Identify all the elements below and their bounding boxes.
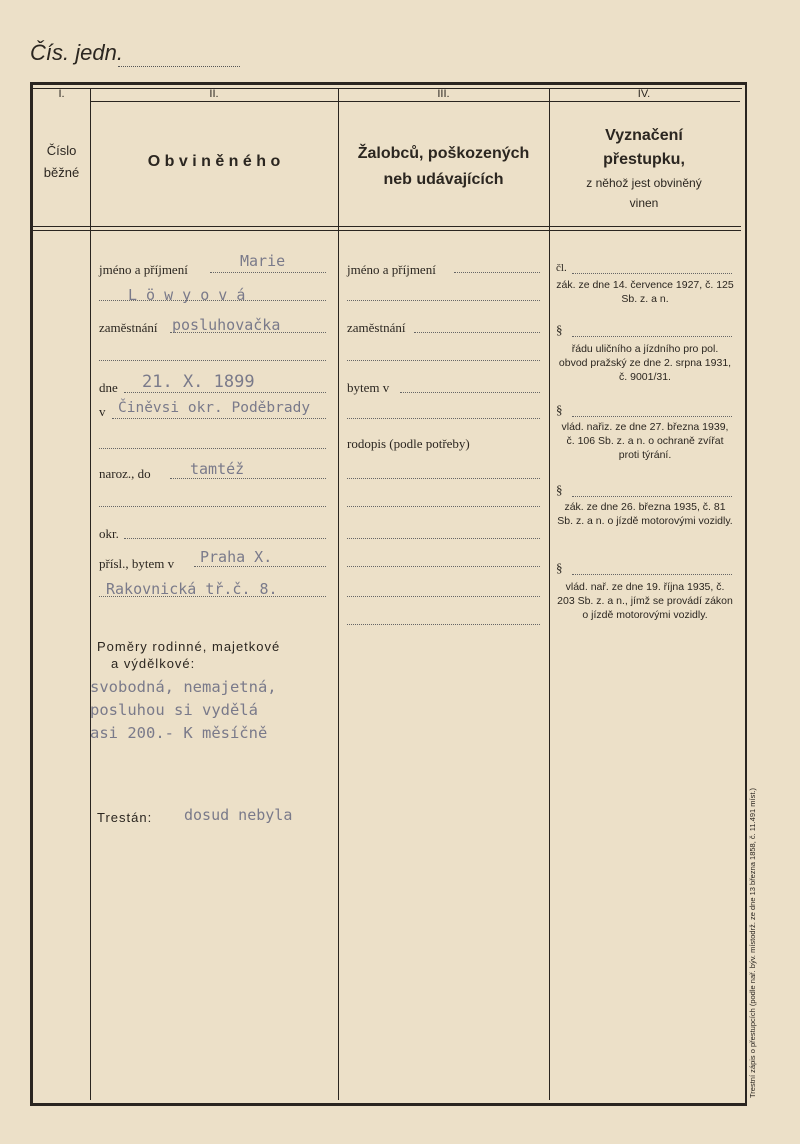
accused-blank-line-2: [99, 448, 326, 449]
accused-family-heading: [97, 638, 327, 672]
accused-birth-place: Činěvsi okr. Poděbrady: [118, 400, 311, 416]
accused-residence-city-line: [194, 566, 326, 567]
law-3-line: [572, 416, 732, 417]
complainant-occupation-line: [414, 332, 540, 333]
accused-name-line: [210, 272, 326, 273]
law-4-text: zák. ze dne 26. března 1935, č. 81 Sb. z. a n. o jízdě motorovými vozidly.: [557, 501, 733, 527]
accused-residence-city: Praha X.: [200, 548, 273, 566]
accused-district-line: [124, 538, 326, 539]
complainant-blank-line-9: [347, 624, 540, 625]
column-1-heading: [33, 140, 90, 184]
column-4-heading-line-4: vinen: [629, 196, 659, 210]
law-2-line: [572, 336, 732, 337]
accused-family-line-3: asi 200.- K měsíčně: [90, 724, 268, 742]
column-divider-1: [90, 88, 91, 1100]
accused-residence-street: Rakovnická tř.č. 8.: [106, 580, 278, 598]
accused-punished-label: Trestán:: [97, 810, 153, 825]
complainant-blank-line-7: [347, 566, 540, 567]
law-5-line: [572, 574, 732, 575]
law-1-text: zák. ze dne 14. července 1927, č. 125 Sb. z. a n.: [556, 279, 734, 305]
accused-first-name: Marie: [240, 252, 286, 270]
column-3-heading-line-2: neb udávajících: [383, 171, 504, 188]
complainant-record-label: rodopis (podle potřeby): [347, 436, 470, 451]
law-2-text: řádu uličního a jízdního pro pol. obvod pražský ze dne 2. srpna 1931, č. 9001/31.: [558, 343, 732, 383]
accused-residence-label: přísl., bytem v: [99, 556, 175, 571]
complainant-blank-line-5: [347, 506, 540, 507]
law-5-sign: §: [556, 560, 563, 575]
complainant-residence-line: [400, 392, 540, 393]
column-3-heading: [338, 141, 549, 193]
accused-born-line: [170, 478, 326, 479]
accused-birth-date: 21. X. 1899: [142, 372, 255, 392]
column-1-heading-line-1: Číslo: [46, 143, 77, 158]
complainant-name-label: jméno a příjmení: [347, 262, 436, 277]
law-3-sign: §: [556, 402, 563, 417]
law-1-line: [572, 273, 732, 274]
accused-family-line-1: svobodná, nemajetná,: [90, 678, 277, 696]
column-3-heading-line-1: Žalobců, poškozených: [357, 145, 530, 162]
law-5-text: vlád. nař. ze dne 19. října 1935, č. 203 Sb. z. a n., jímž se provádí zákon o jízdě motorovými vozidly.: [557, 581, 733, 621]
accused-family-line-2: posluhou si vydělá: [90, 701, 258, 719]
complainant-blank-line-3: [347, 418, 540, 419]
reference-number-line: [118, 66, 240, 67]
accused-blank-line-3: [99, 506, 326, 507]
accused-name-label: jméno a příjmení: [99, 262, 188, 277]
column-4-heading-line-3: z něhož jest obviněný: [586, 176, 702, 190]
column-1-number: I.: [58, 88, 65, 100]
law-3-text: vlád. nařiz. ze dne 27. března 1939, č. 106 Sb. z. a n. o ochraně zvířat proti týrání.: [561, 421, 729, 461]
accused-birth-place-label: v: [99, 404, 106, 419]
column-divider-3: [549, 88, 550, 1100]
column-3-number: III.: [437, 88, 450, 100]
accused-district-label: okr.: [99, 526, 119, 541]
accused-occupation-line: [170, 332, 326, 333]
complainant-blank-line-4: [347, 478, 540, 479]
law-4-line: [572, 496, 732, 497]
accused-occupation-label: zaměstnání: [99, 320, 158, 335]
column-1-heading-line-2: běžné: [43, 165, 80, 180]
complainant-blank-line-1: [347, 300, 540, 301]
accused-birth-date-label: dne: [99, 380, 118, 395]
accused-family-label-2: a výdělkové:: [111, 656, 196, 671]
complainant-residence-label: bytem v: [347, 380, 390, 395]
accused-surname-line: [99, 300, 326, 301]
accused-born-value: tamtéž: [190, 460, 245, 478]
complainant-occupation-label: zaměstnání: [347, 320, 406, 335]
column-divider-2: [338, 88, 339, 1100]
complainant-name-line: [454, 272, 540, 273]
form-side-note: Trestní zápis o přestupcích (podle nař. býv. místodrž. ze dne 13 března 1858, č. 11.491 míst.): [748, 787, 757, 1098]
column-2-heading: O b v i n ě n é h o: [147, 153, 281, 170]
accused-family-label-1: Poměry rodinné, majetkové: [97, 639, 281, 654]
accused-surname: L ö w y o v á: [128, 286, 246, 304]
law-4-sign: §: [556, 482, 563, 497]
complainant-blank-line-2: [347, 360, 540, 361]
accused-occupation: posluhovačka: [172, 316, 281, 334]
law-2-sign: §: [556, 322, 563, 337]
column-4-heading-line-2: přestupku,: [603, 151, 685, 168]
accused-punished-value: dosud nebyla: [184, 806, 293, 824]
header-row-divider-2: [33, 230, 741, 231]
column-2-number: II.: [209, 88, 219, 100]
law-1-sign: čl.: [556, 262, 567, 274]
accused-family-details: [90, 676, 277, 745]
complainant-blank-line-8: [347, 596, 540, 597]
accused-residence-street-line: [99, 596, 326, 597]
reference-number-label: Čís. jedn.: [30, 40, 123, 65]
complainant-blank-line-6: [347, 538, 540, 539]
accused-blank-line-1: [99, 360, 326, 361]
column-4-heading: [549, 124, 739, 212]
column-4-heading-line-1: Vyznačení: [605, 127, 683, 144]
header-row-divider: [33, 226, 741, 227]
roman-row-divider: [90, 101, 740, 102]
column-4-number: IV.: [637, 88, 651, 100]
accused-birth-date-line: [124, 392, 326, 393]
accused-birth-place-line: [112, 418, 326, 419]
accused-born-label: naroz., do: [99, 466, 151, 481]
